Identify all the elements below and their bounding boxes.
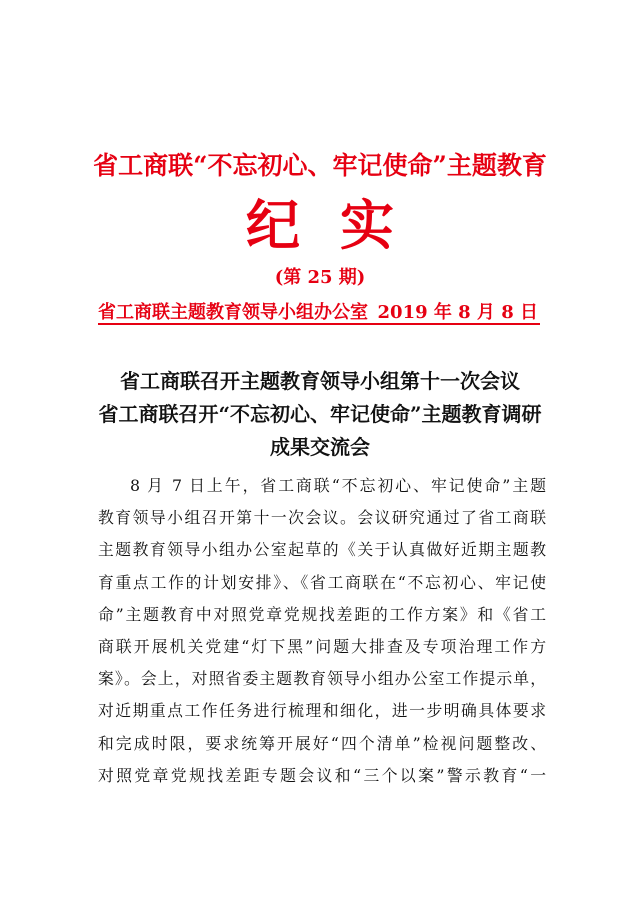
article-title-line-3: 成果交流会 — [270, 435, 370, 459]
body-line: 命”主题教育中对照党章党规找差距的工作方案》和《省工 — [98, 604, 546, 624]
body-line: 8 月 7 日上午，省工商联“不忘初心、牢记使命”主题 — [130, 476, 546, 495]
body-line: 育重点工作的计划安排》、《省工商联在“不忘初心、牢记使 — [98, 572, 546, 592]
body-line: 对近期重点工作任务进行梳理和细化，进一步明确具体要求 — [98, 701, 546, 721]
issue-number: (第 25 期) — [274, 267, 366, 288]
body-line: 商联开展机关党建“灯下黑”问题大排查及专项治理工作方 — [98, 636, 546, 656]
masthead-char-2: 实 — [340, 193, 394, 257]
bulletin-series-title: 省工商联“不忘初心、牢记使命”主题教育 — [93, 151, 547, 180]
issue-date: 2019 年 8 月 8 日 — [377, 302, 538, 323]
article-title-line-1: 省工商联召开主题教育领导小组第十一次会议 — [120, 369, 520, 393]
body-line: 主题教育领导小组办公室起草的《关于认真做好近期主题教 — [98, 540, 546, 560]
header-divider — [98, 323, 540, 325]
masthead-char-1: 纪 — [246, 193, 300, 257]
article-body — [98, 470, 546, 792]
body-line: 对照党章党规找差距专题会议和“三个以案”警示教育“一 — [98, 765, 546, 785]
article-title-line-2: 省工商联召开“不忘初心、牢记使命”主题教育调研 — [98, 402, 542, 426]
body-line: 教育领导小组召开第十一次会议。会议研究通过了省工商联 — [98, 508, 546, 528]
body-line: 和完成时限，要求统筹开展好“四个清单”检视问题整改、 — [98, 733, 546, 753]
bulletin-masthead — [0, 183, 640, 260]
body-line: 案》。会上，对照省委主题教育领导小组办公室工作提示单， — [98, 669, 546, 689]
issuer-name: 省工商联主题教育领导小组办公室 — [98, 302, 368, 323]
